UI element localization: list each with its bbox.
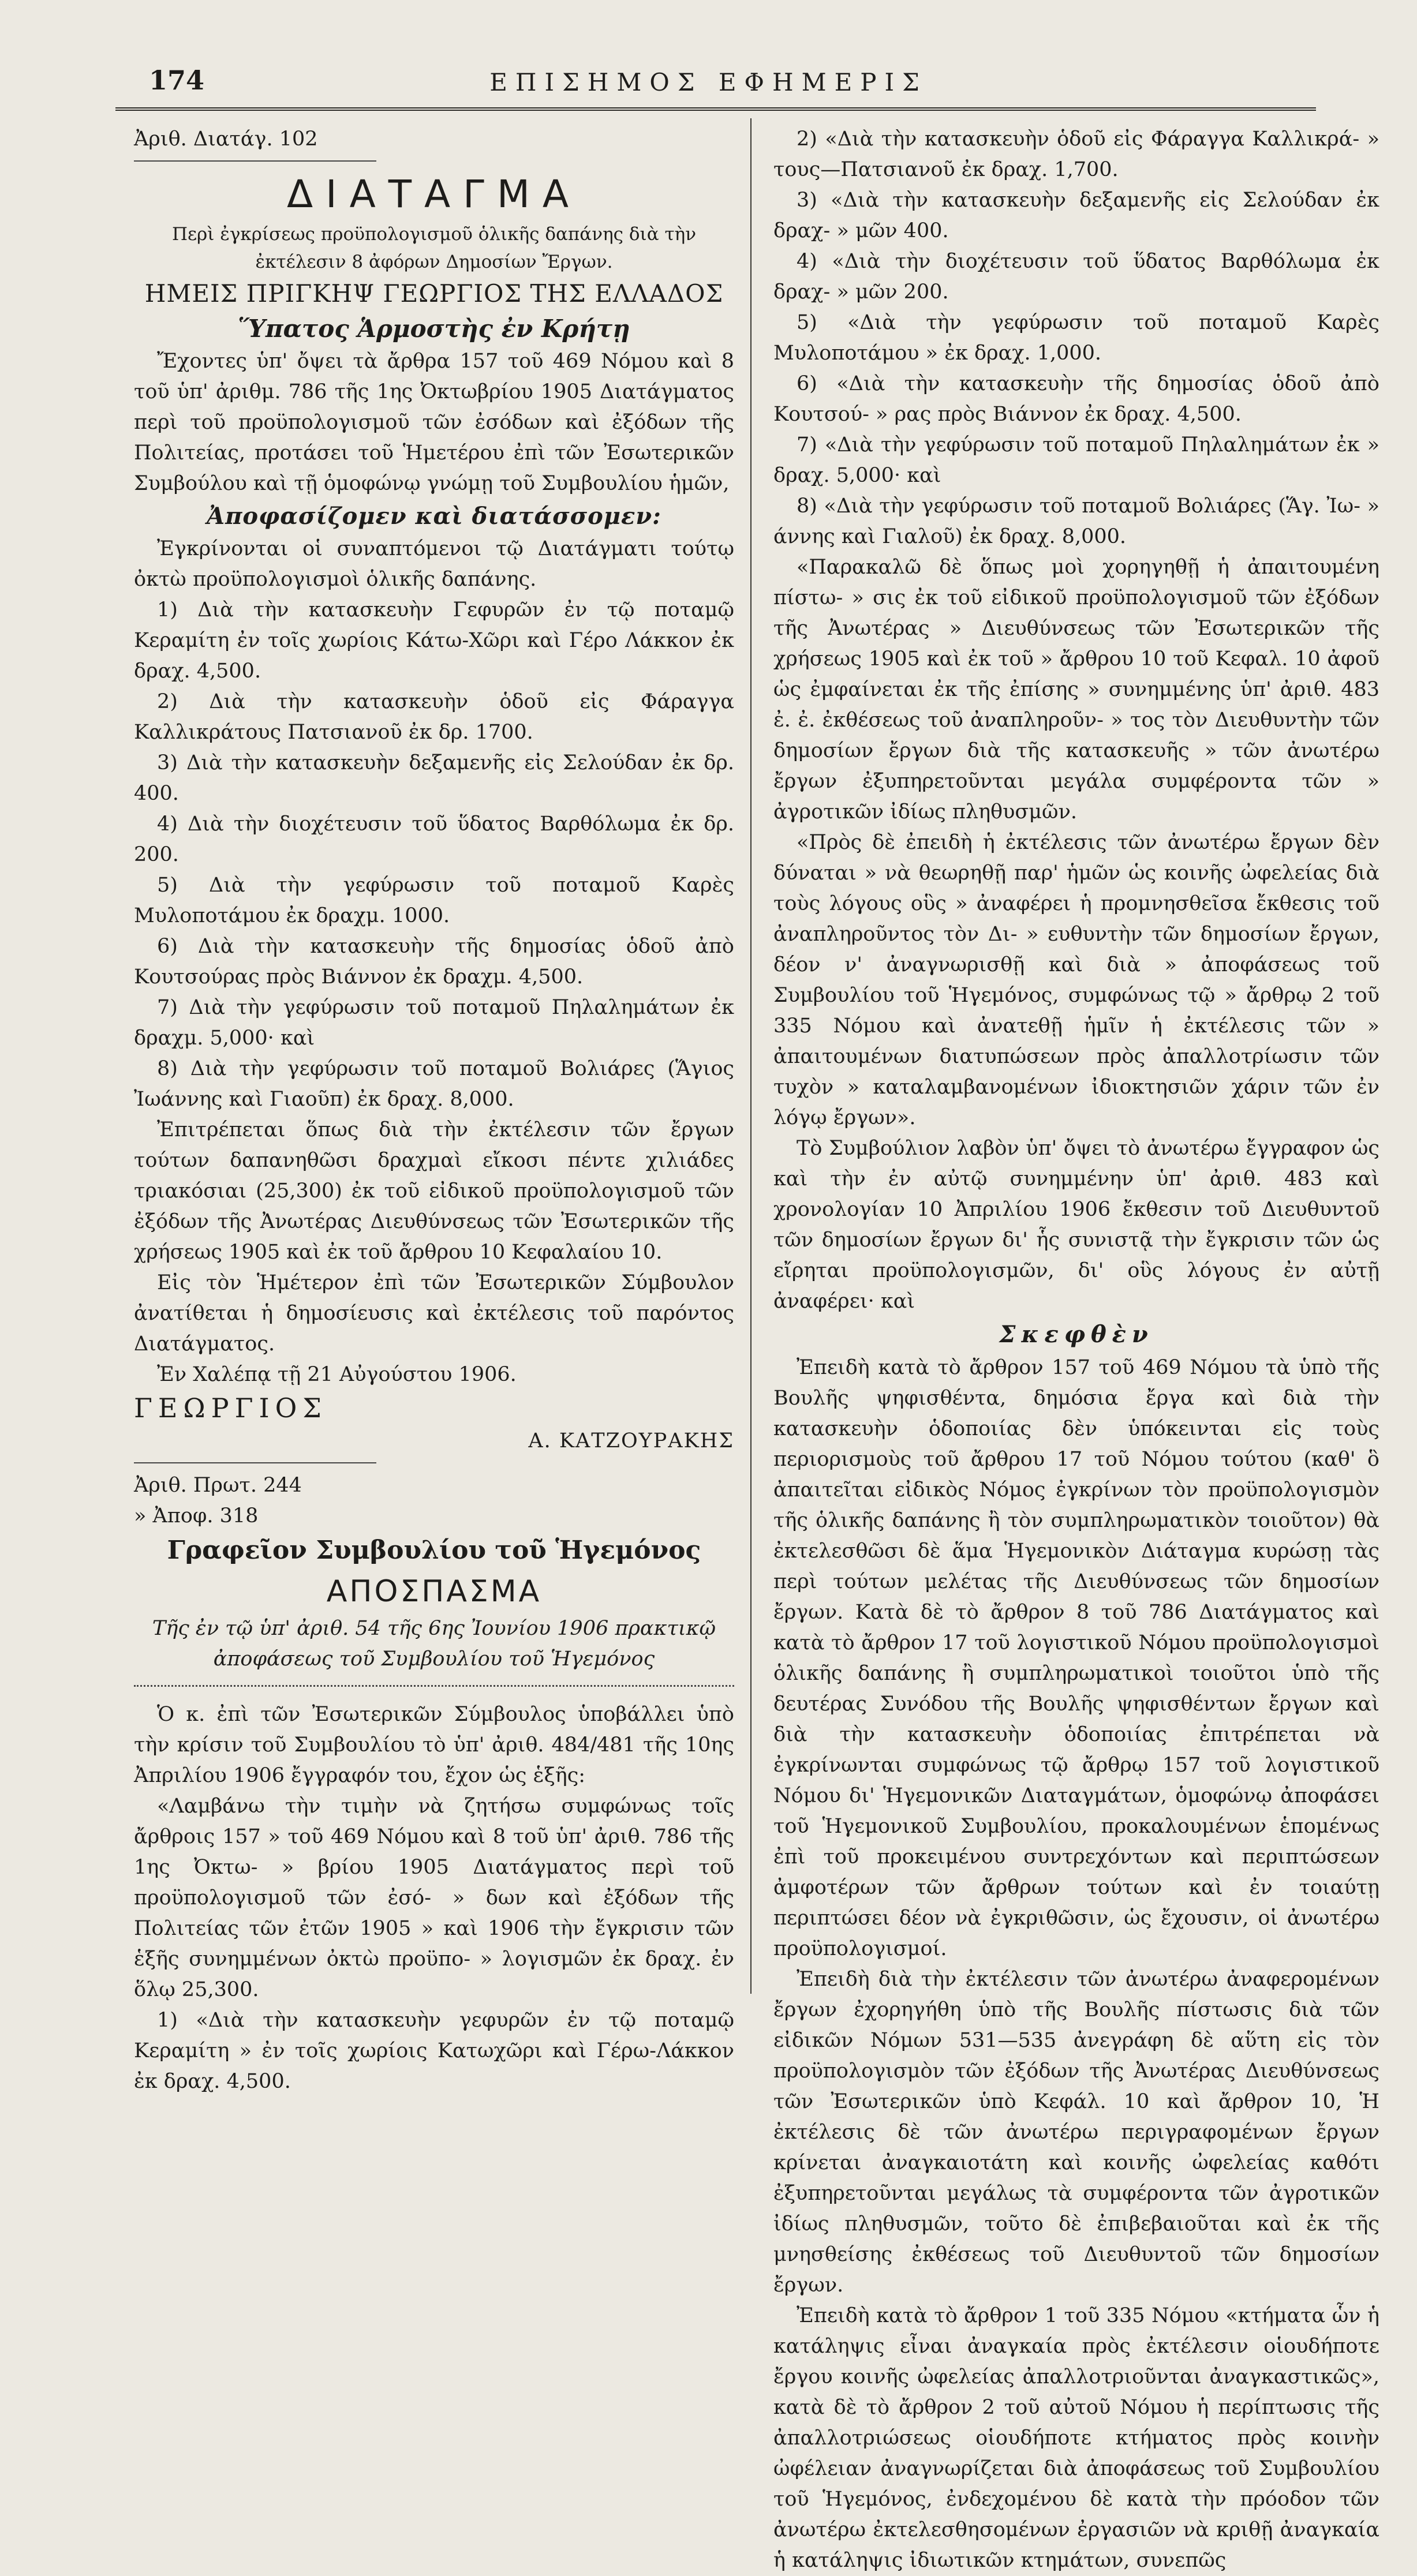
considering-heading: Σκεφθὲν [999,1321,1154,1348]
decide-heading: Ἀποφασίζομεν καὶ διατάσσομεν: [207,503,661,530]
extract-item: 1) «Διὰ τὴν κατασκευὴν γεφυρῶν ἐν τῷ ποταμῷ Κεραμίτη » ἐν τοῖς χωρίοις Κατωχῶρι καὶ Γέρω-Λάκκον ἐκ δραχ. 4,500. [134,2009,734,2093]
protocol-number: Ἀριθ. Πρωτ. 244 [134,1474,302,1497]
page-number: 174 [149,65,205,96]
signature-minister: Α. ΚΑΤΖΟΥΡΑΚΗΣ [528,1429,734,1452]
extract-item: 3) «Διὰ τὴν κατασκευὴν δεξαμενῆς εἰς Σελούδαν ἐκ δραχ- » μῶν 400. [773,189,1379,242]
decree-number-rule [134,160,376,162]
decree-item: 2) Διὰ τὴν κατασκευὴν ὁδοῦ εἰς Φάραγγα Καλλικράτους Πατσιανοῦ ἐκ δρ. 1700. [134,690,734,744]
decision-number: » Ἀποφ. 318 [134,1504,259,1527]
extract-item: 7) «Διὰ τὴν γεφύρωσιν τοῦ ποταμοῦ Πηλαλημάτων ἐκ » δραχ. 5,000· καὶ [773,433,1379,487]
prince-heading: ΗΜΕΙΣ ΠΡΙΓΚΗΨ ΓΕΩΡΓΙΟΣ ΤΗΣ ΕΛΛΑΔΟΣ [144,279,724,308]
permit-text: Ἐπιτρέπεται ὅπως διὰ τὴν ἐκτέλεσιν τῶν ἔργων τούτων δαπανηθῶσι δραχμαὶ εἴκοσι πέντε χιλιάδες τριακόσιαι (25,300) ἐκ τοῦ εἰδικοῦ προϋπολογισμοῦ τῶν ἐξόδων τῆς Ἀνωτέρας Διευθύνσεως τῶν Ἐσωτερικῶν τῆς χρήσεως 1905 καὶ ἐκ τοῦ ἄρθρου 10 Κεφαλαίου 10. [134,1118,734,1264]
header-rule [115,107,1316,111]
left-column [134,124,734,2097]
reason-paragraph: Ἐπειδὴ κατὰ τὸ ἄρθρον 157 τοῦ 469 Νόμου τὰ ὑπὸ τῆς Βουλῆς ψηφισθέντα, δημόσια ἔργα καὶ διὰ τὴν κατασκευὴν ὁδοποιίας δὲν ὑπόκεινται εἰς τοὺς περιορισμοὺς τοῦ ἄρθρου 17 τοῦ Νόμου τούτου (καθ' ὃ ἀπαιτεῖται εἰδικὸς Νόμος ἐγκρίνων τὸν προϋπολογισμὸν τῆς ὁλικῆς δαπάνης ἢ τὸν συμπληρωματικὸν τοιοῦτον) θὰ ἐκτελεσθῶσι δὲ ἅμα Ἡγεμονικὸν Διάταγμα κυρώσῃ τὰς περὶ τούτων μελέτας τῆς Διευθύνσεως τῶν δημοσίων ἔργων. Κατὰ δὲ τὸ ἄρθρον 8 τοῦ 786 Διατάγματος καὶ κατὰ τὸ ἄρθρον 17 τοῦ λογιστικοῦ Νόμου προϋπολογισμοὶ ὁλικῆς δαπάνης ἢ συμπληρωματικοὶ τοιοῦτοι ὑπὸ τῆς δευτέρας Συνόδου τῆς Βουλῆς ψηφισθέντων ἔργων καὶ διὰ τὴν κατασκευὴν ὁδοποιίας ἐπιτρέπεται νὰ ἐγκρίνωνται συμφώνως τῷ ἄρθρῳ 157 τοῦ λογιστικοῦ Νόμου δι' Ἡγεμονικῶν Διαταγμάτων, ὁμοφώνῳ ἀποφάσει τοῦ Ἡγεμονικοῦ Συμβουλίου, προκαλουμένων ἑπομένως ἐπὶ τοῦ προκειμένου συντρεχόντων καὶ περιπτώσεων ἀμφοτέρων τῶν ἄρθρων τούτων καὶ ἐν τοιαύτῃ περιπτώσει δέον νὰ ἐγκριθῶσιν, ὡς ἔχουσιν, οἱ ἀνωτέρω προϋπολογισμοί. [773,1356,1379,1960]
decree-item: 1) Διὰ τὴν κατασκευὴν Γεφυρῶν ἐν τῷ ποταμῷ Κεραμίτη ἐν τοῖς χωρίοις Κάτω-Χῶρι καὶ Γέρο Λάκκον ἐκ δραχ. 4,500. [134,598,734,683]
extract-subtitle: Τῆς ἐν τῷ ὑπ' ἀριθ. 54 τῆς 6ης Ἰουνίου 1906 πρακτικῷ ἀποφάσεως τοῦ Συμβουλίου τοῦ Ἡγεμόνος [152,1617,716,1671]
section-rule [134,1462,376,1463]
dotted-separator [134,1685,734,1687]
publish-text: Εἰς τὸν Ἡμέτερον ἐπὶ τῶν Ἐσωτερικῶν Σύμβουλον ἀνατίθεται ἡ δημοσίευσις καὶ ἐκτέλεσις τοῦ παρόντος Διατάγματος. [134,1271,734,1356]
column-divider [750,118,752,1994]
preamble: Ἔχοντες ὑπ' ὄψει τὰ ἄρθρα 157 τοῦ 469 Νόμου καὶ 8 τοῦ ὑπ' ἀριθμ. 786 τῆς 1ης Ὀκτωβρίου 1905 Διατάγματος περὶ τοῦ προϋπολογισμοῦ τῶν ἐσόδων καὶ ἐξόδων τῆς Πολιτείας, προτάσει τοῦ Ἡμετέρου ἐπὶ τῶν Ἐσωτερικῶν Συμβούλου καὶ τῇ ὁμοφώνῳ γνώμῃ τοῦ Συμβουλίου ἡμῶν, [134,350,734,495]
page-title: ΕΠΙΣΗΜΟΣ ΕΦΗΜΕΡΙΣ [489,68,928,96]
extract-item: 4) «Διὰ τὴν διοχέτευσιν τοῦ ὕδατος Βαρθόλωμα ἐκ δραχ- » μῶν 200. [773,250,1379,304]
extract-item: 2) «Διὰ τὴν κατασκευὴν ὁδοῦ εἰς Φάραγγα Καλλικρά- » τους—Πατσιανοῦ ἐκ δραχ. 1,700. [773,128,1379,181]
extract-quote: «Λαμβάνω τὴν τιμὴν νὰ ζητήσω συμφώνως τοῖς ἄρθροις 157 » τοῦ 469 Νόμου καὶ 8 τοῦ ὑπ' ἀριθ. 786 τῆς 1ης Ὀκτω- » βρίου 1905 Διατάγματος περὶ τοῦ προϋπολογισμοῦ τῶν ἐσό- » δων καὶ ἐξόδων τῆς Πολιτείας τῶν ἐτῶν 1905 » καὶ 1906 τὴν ἔγκρισιν τῶν ἑξῆς συνημμένων ὀκτὼ προϋπο- » λογισμῶν ἐκ δραχ. ἐν ὅλῳ 25,300. [134,1795,734,2001]
decree-number: Ἀριθ. Διατάγ. 102 [134,128,318,151]
decree-item: 7) Διὰ τὴν γεφύρωσιν τοῦ ποταμοῦ Πηλαλημάτων ἐκ δραχμ. 5,000· καὶ [134,996,734,1050]
reason-paragraph: Ἐπειδὴ διὰ τὴν ἐκτέλεσιν τῶν ἀνωτέρω ἀναφερομένων ἔργων ἐχορηγήθη ὑπὸ τῆς Βουλῆς πίστωσις διὰ τῶν εἰδικῶν Νόμων 531—535 ἀνεγράφη δὲ αὕτη εἰς τὸν προϋπολογισμὸν τῶν ἐξόδων τῆς Ἀνωτέρας Διευθύνσεως τῶν Ἐσωτερικῶν ὑπὸ Κεφάλ. 10 καὶ ἄρθρον 10, Ἡ ἐκτέλεσις δὲ τῶν ἀνωτέρω περιγραφομένων ἔργων κρίνεται ἀναγκαιοτάτη καὶ κοινῆς ὠφελείας καθότι ἐξυπηρετοῦνται μεγάλως τὰ συμφέροντα τῶν ἀγροτικῶν ἰδίως πληθυσμῶν, τοῦτο δὲ ἐπιβεβαιοῦται καὶ ἐκ τῆς μνησθείσης ἐκθέσεως τοῦ Διευθυντοῦ τῶν δημοσίων ἔργων. [773,1968,1379,2297]
extract-intro: Ὁ κ. ἐπὶ τῶν Ἐσωτερικῶν Σύμβουλος ὑποβάλλει ὑπὸ τὴν κρίσιν τοῦ Συμβουλίου τὸ ὑπ' ἀριθ. 484/481 τῆς 10ης Ἀπριλίου 1906 ἔγγραφόν του, ἔχον ὡς ἑξῆς: [134,1703,734,1787]
decree-item: 6) Διὰ τὴν κατασκευὴν τῆς δημοσίας ὁδοῦ ἀπὸ Κουτσούρας πρὸς Βιάννον ἐκ δραχμ. 4,500. [134,935,734,989]
request-text: «Παρακαλῶ δὲ ὅπως μοὶ χορηγηθῇ ἡ ἀπαιτουμένη πίστω- » σις ἐκ τοῦ εἰδικοῦ προϋπολογισμοῦ τῶν ἐξόδων τῆς Ἀνωτέρας » Διευθύνσεως τῶν Ἐσωτερικῶν τῆς χρήσεως 1905 καὶ ἐκ τοῦ » ἄρθρου 10 τοῦ Κεφαλ. 10 ἀφοῦ ὡς ἐμφαίνεται ἐκ τῆς ἐπίσης » συνημμένης ὑπ' ἀριθ. 483 ἐ. ἐ. ἐκθέσεως τοῦ ἀναπληροῦν- » τος τὸν Διευθυντὴν τῶν δημοσίων ἔργων διὰ τῆς κατασκευῆς » τῶν ἀνωτέρω ἔργων ἐξυπηρετοῦνται μεγάλα συμφέροντα τῶν » ἀγροτικῶν ἰδίως πληθυσμῶν. [773,556,1379,823]
extract-item: 5) «Διὰ τὴν γεφύρωσιν τοῦ ποταμοῦ Καρὲς Μυλοποτάμου » ἐκ δραχ. 1,000. [773,311,1379,365]
high-commissioner-heading: Ὕπατος Ἁρμοστὴς ἐν Κρήτῃ [238,314,630,343]
decree-item: 8) Διὰ τὴν γεφύρωσιν τοῦ ποταμοῦ Βολιάρες (Ἅγιος Ἰωάννης καὶ Γιαοῦπ) ἐκ δραχ. 8,000. [134,1057,734,1111]
right-column [773,124,1379,2576]
further-text: «Πρὸς δὲ ἐπειδὴ ἡ ἐκτέλεσις τῶν ἀνωτέρω ἔργων δὲν δύναται » νὰ θεωρηθῇ παρ' ἡμῶν ὡς κοινῆς ὠφελείας διὰ τοὺς λόγους οὓς » ἀναφέρει ἡ προμνησθεῖσα ἔκθεσις τοῦ ἀναπληροῦντος τὸν Δι- » ευθυντὴν τῶν δημοσίων ἔργων, δέον ν' ἀναγνωρισθῇ καὶ διὰ » ἀποφάσεως τοῦ Συμβουλίου τοῦ Ἡγεμόνος, συμφώνως τῷ » ἄρθρῳ 2 τοῦ 335 Νόμου καὶ ἀνατεθῇ ἡμῖν ἡ ἐκτέλεσις τῶν » ἀπαιτουμένων διατυπώσεων πρὸς ἀπαλλοτρίωσιν τῶν τυχὸν » καταλαμβανομένων ἰδιοκτησιῶν χάριν τῶν ἐν λόγῳ ἔργων». [773,831,1379,1129]
decree-item: 5) Διὰ τὴν γεφύρωσιν τοῦ ποταμοῦ Καρὲς Μυλοποτάμου ἐκ δραχμ. 1000. [134,874,734,927]
extract-item: 8) «Διὰ τὴν γεφύρωσιν τοῦ ποταμοῦ Βολιάρες (Ἅγ. Ἰω- » άννης καὶ Γιαλοῦ) ἐκ δραχ. 8,000. [773,495,1379,548]
reason-paragraph: Ἐπειδὴ κατὰ τὸ ἄρθρον 1 τοῦ 335 Νόμου «κτήματα ὧν ἡ κατάληψις εἶναι ἀναγκαία πρὸς ἐκτέλεσιν οἱουδήποτε ἔργου κοινῆς ὠφελείας ἀπαλλοτριοῦνται ἀναγκαστικῶς», κατὰ δὲ τὸ ἄρθρον 2 τοῦ αὐτοῦ Νόμου ἡ περίπτωσις τῆς ἀπαλλοτριώσεως οἱουδήποτε κτήματος πρὸς κοινὴν ὠφέλειαν ἀναγνωρίζεται διὰ ἀποφάσεως τοῦ Συμβουλίου τοῦ Ἡγεμόνος, ἐνδεχομένου δὲ κατὰ τὴν πρόοδον τῶν ἀνωτέρω ἐκτελεσθησομένων ἐργασιῶν νὰ κριθῇ ἀναγκαία ἡ κατάληψις ἰδιωτικῶν κτημάτων, συνεπῶς [773,2304,1379,2572]
office-heading: Γραφεῖον Συμβουλίου τοῦ Ἡγεμόνος [167,1536,701,1565]
decree-item: 3) Διὰ τὴν κατασκευὴν δεξαμενῆς εἰς Σελούδαν ἐκ δρ. 400. [134,751,734,805]
decree-title: ΔΙΑΤΑΓΜΑ [286,172,582,216]
signature-prince: ΓΕΩΡΓΙΟΣ [134,1392,327,1424]
decree-item: 4) Διὰ τὴν διοχέτευσιν τοῦ ὕδατος Βαρθόλωμα ἐκ δρ. 200. [134,813,734,866]
extract-item: 6) «Διὰ τὴν κατασκευὴν τῆς δημοσίας ὁδοῦ ἀπὸ Κουτσού- » ρας πρὸς Βιάννον ἐκ δραχ. 4,500. [773,372,1379,426]
extract-title: ΑΠΟΣΠΑΣΜΑ [326,1574,542,1609]
council-text: Τὸ Συμβούλιον λαβὸν ὑπ' ὄψει τὸ ἀνωτέρω ἔγγραφον ὡς καὶ τὴν ἐν αὐτῷ συνημμένην ὑπ' ἀριθ. 483 καὶ χρονολογίαν 10 Ἀπριλίου 1906 ἔκθεσιν τοῦ Διευθυντοῦ τῶν δημοσίων ἔργων δι' ἧς συνιστᾷ τὴν ἔγκρισιν τῶν ὡς εἴρηται προϋπολογισμῶν, δι' οὓς λόγους ἐν αὐτῇ ἀναφέρει· καὶ [773,1137,1379,1313]
place-date: Ἐν Χαλέπᾳ τῇ 21 Αὐγούστου 1906. [157,1363,517,1386]
approve-text: Ἐγκρίνονται οἱ συναπτόμενοι τῷ Διατάγματι τούτῳ ὀκτὼ προϋπολογισμοὶ ὁλικῆς δαπάνης. [134,537,734,591]
decree-subject: Περὶ ἐγκρίσεως προϋπολογισμοῦ ὁλικῆς δαπάνης διὰ τὴν ἐκτέλεσιν 8 ἀφόρων Δημοσίων Ἔργων. [171,224,697,272]
